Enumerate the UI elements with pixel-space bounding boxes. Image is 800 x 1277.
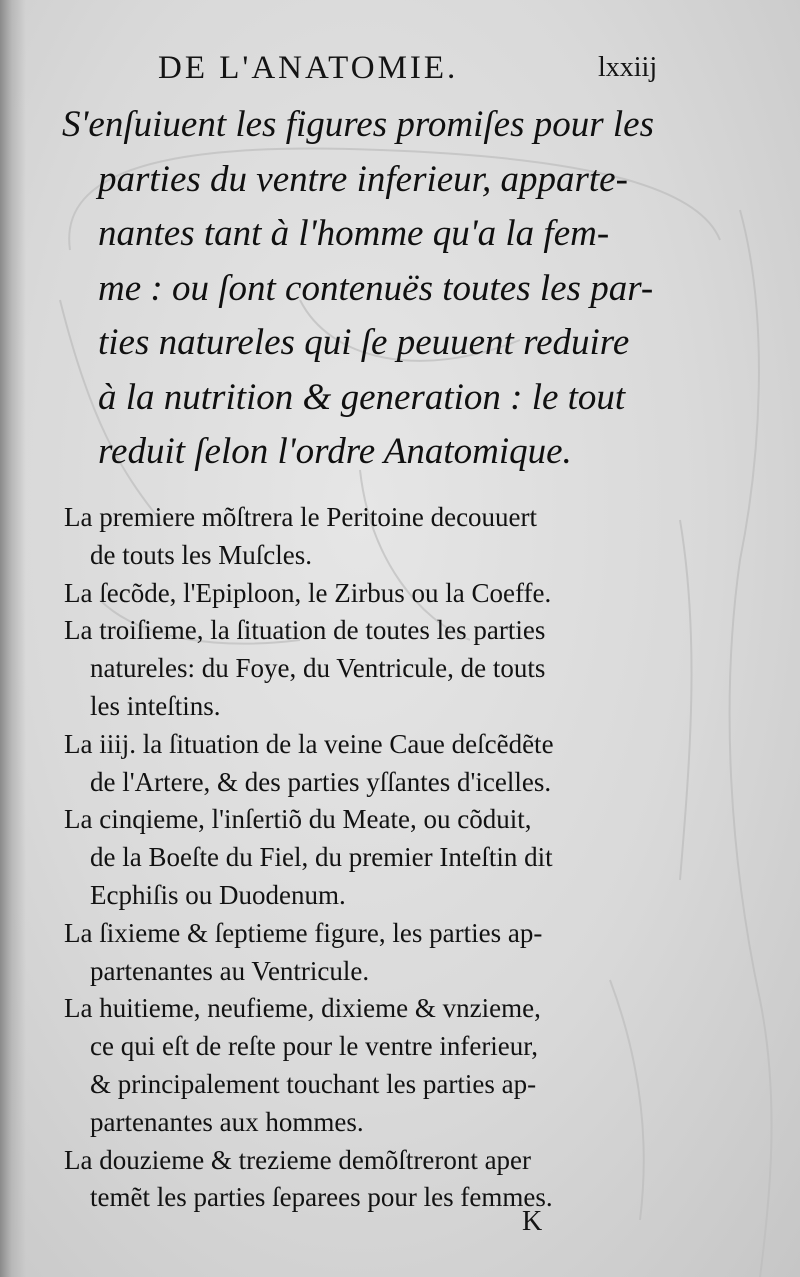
heading-line: S'enſuiuent les figures promiſes pour les (62, 104, 654, 145)
heading-line: nantes tant à l'homme qu'a la fem- (98, 213, 610, 254)
figure-entry (64, 990, 674, 1141)
figure-entry (64, 499, 674, 575)
entry-line: ce qui eſt de reſte pour le ventre inferieur, (90, 1031, 538, 1062)
entry-line: La cinqieme, l'inſertiõ du Meate, ou cõduit, (64, 804, 532, 835)
folio-number: lxxiij (598, 52, 658, 83)
figure-entry (64, 575, 674, 613)
figure-entry (64, 726, 674, 802)
entry-line: partenantes aux hommes. (90, 1106, 364, 1137)
entry-line: La premiere mõſtrera le Peritoine decouuert (64, 502, 538, 532)
entry-line: de touts les Muſcles. (90, 539, 312, 570)
entry-line: La troiſieme, la ſituation de toutes les parties (64, 615, 546, 646)
running-head (0, 46, 800, 90)
entry-line: les inteſtins. (90, 690, 221, 721)
heading-line: à la nutrition & generation : le tout (98, 376, 626, 418)
entry-line: & principalement touchant les parties ap- (90, 1068, 537, 1099)
entry-line: La ſixieme & ſeptieme figure, les parties ap- (64, 917, 543, 948)
heading-line: me : ou ſont contenuës toutes les par- (98, 267, 654, 309)
entry-line: natureles: du Foye, du Ventricule, de touts (90, 653, 546, 684)
heading-line: ties natureles qui ſe peuuent reduire (98, 322, 630, 363)
entry-line: de l'Artere, & des parties yſſantes d'icelles. (90, 766, 552, 797)
entry-line: Ecphiſis ou Duodenum. (90, 879, 346, 910)
entry-line: La huitieme, neufieme, dixieme & vnzieme, (64, 993, 541, 1024)
entry-line: de la Boeſte du Fiel, du premier Inteſtin dit (90, 842, 553, 873)
entry-line: La douzieme & trezieme demõſtreront aper (64, 1144, 532, 1175)
entry-line: La ſecõde, l'Epiploon, le Zirbus ou la Coeffe. (64, 577, 552, 608)
figure-entry (64, 612, 674, 725)
figure-list (64, 499, 674, 1217)
figure-entry (64, 915, 674, 991)
entry-line: La iiij. la ſituation de la veine Caue deſcẽdẽte (64, 728, 554, 759)
heading-line: parties du ventre inferieur, apparte- (98, 158, 628, 200)
heading-line: reduit ſelon l'ordre Anatomique. (98, 431, 572, 472)
running-title: DE L'ANATOMIE. (158, 50, 459, 86)
signature-mark: K (522, 1206, 543, 1237)
entry-line: partenantes au Ventricule. (90, 955, 370, 986)
entry-line: temẽt les parties ſeparees pour les femmes. (90, 1182, 553, 1213)
section-heading (62, 98, 672, 480)
figure-entry (64, 801, 674, 914)
figure-entry (64, 1142, 674, 1218)
